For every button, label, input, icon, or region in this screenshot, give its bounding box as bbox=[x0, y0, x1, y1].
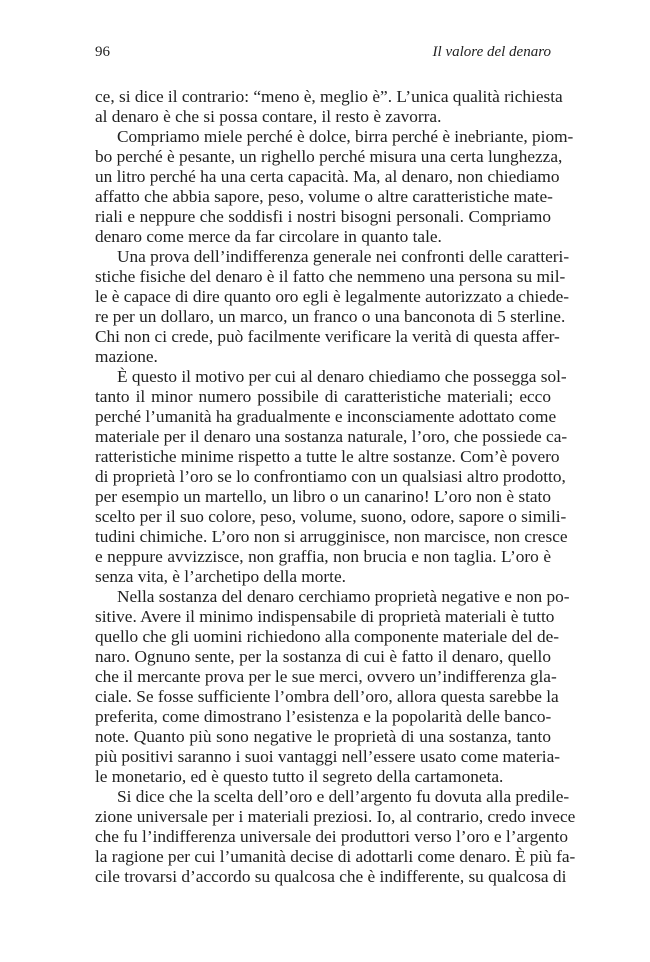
text-line: ce, si dice il contrario: “meno è, meglio è”. L’unica qualità richiesta bbox=[95, 87, 563, 106]
text-line: materiale per il denaro una sostanza naturale, l’oro, che possiede ca- bbox=[95, 427, 568, 446]
text-line: bo perché è pesante, un righello perché misura una certa lunghezza, bbox=[95, 147, 563, 166]
paragraph bbox=[95, 87, 563, 127]
text-line: Nella sostanza del denaro cerchiamo proprietà negative e non po- bbox=[117, 587, 570, 606]
text-line: ratteristiche minime rispetto a tutte le altre sostanze. Com’è povero bbox=[95, 447, 560, 466]
running-header bbox=[95, 44, 551, 64]
text-line: al denaro è che si possa contare, il resto è zavorra. bbox=[95, 107, 442, 126]
text-line: Una prova dell’indifferenza generale nei confronti delle caratteri- bbox=[117, 247, 570, 266]
text-line: le monetario, ed è questo tutto il segreto della cartamoneta. bbox=[95, 767, 504, 786]
text-line: tudini chimiche. L’oro non si arrugginisce, non marcisce, non cresce bbox=[95, 527, 568, 546]
text-line: note. Quanto più sono negative le proprietà di una sostanza, tanto bbox=[95, 727, 551, 746]
text-line: di proprietà l’oro se lo confrontiamo con un qualsiasi altro prodotto, bbox=[95, 467, 566, 486]
text-line: re per un dollaro, un marco, un franco o una banconota di 5 sterline. bbox=[95, 307, 566, 326]
text-line: zione universale per i materiali preziosi. Io, al contrario, credo invece bbox=[95, 807, 576, 826]
text-line: sitive. Avere il minimo indispensabile di proprietà materiali è tutto bbox=[95, 607, 555, 626]
text-line: È questo il motivo per cui al denaro chiediamo che possegga sol- bbox=[117, 367, 567, 386]
text-line: denaro come merce da far circolare in quanto tale. bbox=[95, 227, 442, 246]
text-line: la ragione per cui l’umanità decise di adottarli come denaro. È più fa- bbox=[95, 847, 576, 866]
text-line: Compriamo miele perché è dolce, birra perché è inebriante, piom- bbox=[117, 127, 574, 146]
text-line: cile trovarsi d’accordo su qualcosa che è indifferente, su qualcosa di bbox=[95, 867, 567, 886]
text-line: perché l’umanità ha gradualmente e inconsciamente adottato come bbox=[95, 407, 557, 426]
paragraph bbox=[95, 787, 576, 887]
text-line: ciale. Se fosse sufficiente l’ombra dell’oro, allora questa sarebbe la bbox=[95, 687, 559, 706]
text-line: tanto il minor numero possibile di caratteristiche materiali; ecco bbox=[95, 387, 551, 406]
paragraph bbox=[95, 127, 574, 247]
text-line: le è capace di dire quanto oro egli è legalmente autorizzato a chiede- bbox=[95, 287, 570, 306]
text-line: scelto per il suo colore, peso, volume, suono, odore, sapore o simili- bbox=[95, 507, 567, 526]
running-title: Il valore del denaro bbox=[432, 44, 551, 60]
text-line: senza vita, è l’archetipo della morte. bbox=[95, 567, 346, 586]
text-line: che fu l’indifferenza universale dei produttori verso l’oro e l’argento bbox=[95, 827, 568, 846]
text-line: riali e neppure che soddisfi i nostri bisogni personali. Compriamo bbox=[95, 207, 551, 226]
text-line: che il mercante prova per le sue merci, ovvero un’indifferenza gla- bbox=[95, 667, 557, 686]
body-text bbox=[95, 87, 576, 887]
paragraph bbox=[95, 587, 570, 787]
text-line: quello che gli uomini richiedono alla componente materiale del de- bbox=[95, 627, 560, 646]
text-line: e neppure avvizzisce, non graffia, non brucia e non taglia. L’oro è bbox=[95, 547, 551, 566]
text-line: Chi non ci crede, può facilmente verificare la verità di questa affer- bbox=[95, 327, 560, 346]
text-line: naro. Ognuno sente, per la sostanza di cui è fatto il denaro, quello bbox=[95, 647, 551, 666]
text-line: un litro perché ha una certa capacità. Ma, al denaro, non chiediamo bbox=[95, 167, 560, 186]
page-number: 96 bbox=[95, 44, 110, 60]
text-line: stiche fisiche del denaro è il fatto che nemmeno una persona su mil- bbox=[95, 267, 566, 286]
text-line: per esempio un martello, un libro o un canarino! L’oro non è stato bbox=[95, 487, 551, 506]
text-line: Si dice che la scelta dell’oro e dell’argento fu dovuta alla predile- bbox=[117, 787, 570, 806]
paragraph bbox=[95, 367, 568, 587]
paragraph bbox=[95, 247, 570, 367]
text-line: preferita, come dimostrano l’esistenza e la popolarità delle banco- bbox=[95, 707, 552, 726]
text-line: più positivi saranno i suoi vantaggi nell’essere usato come materia- bbox=[95, 747, 561, 766]
text-line: mazione. bbox=[95, 347, 158, 366]
text-line: affatto che abbia sapore, peso, volume o altre caratteristiche mate- bbox=[95, 187, 553, 206]
